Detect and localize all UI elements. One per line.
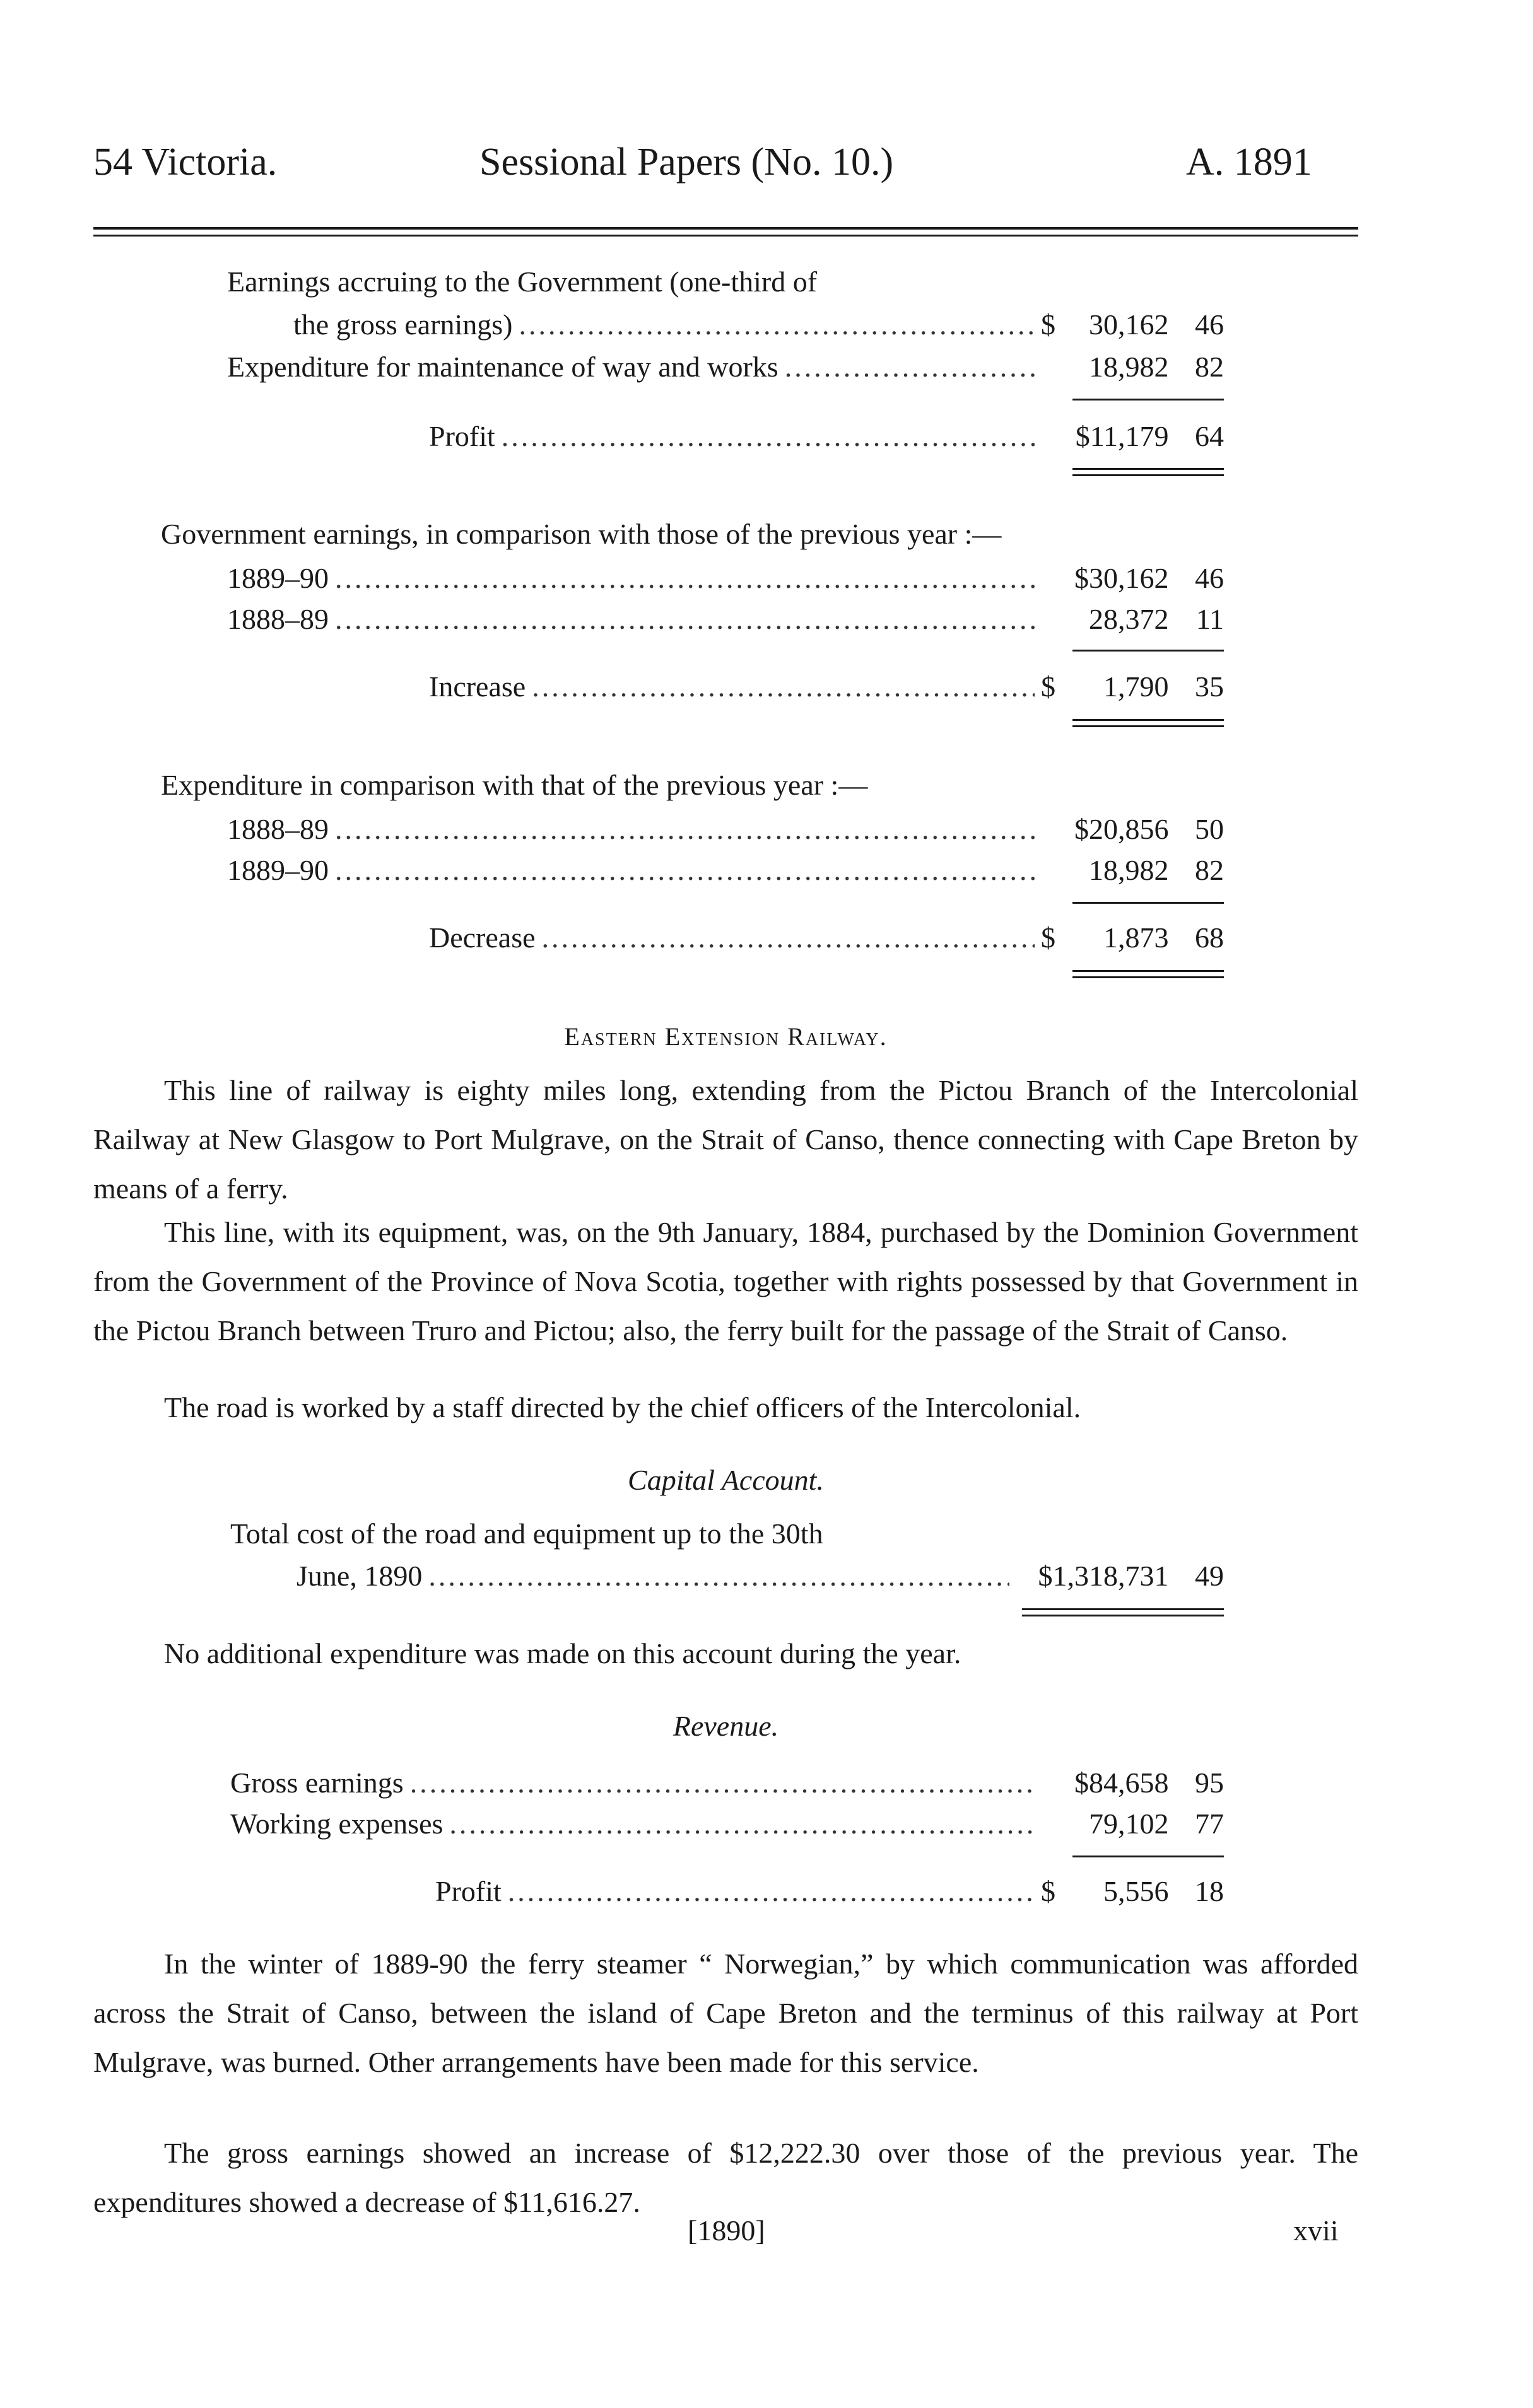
capital-line-b: June, 1890 ..... <box>297 1559 1016 1593</box>
maintenance-line: Expenditure for maintenance of way and works ..... <box>227 350 1041 383</box>
earnings-amount: $ 30,162 46 <box>1041 308 1224 341</box>
total-rule-2 <box>1072 725 1224 727</box>
expenditure-comparison-intro: Expenditure in comparison with that of the previous year :— <box>161 769 868 801</box>
expenditure-row-2-amount: 18,982 82 <box>1089 854 1224 886</box>
earnings-row-2: 1888–89 ..... <box>227 602 1041 636</box>
expenditure-row-1: 1888–89 ..... <box>227 812 1041 846</box>
earnings-comparison-intro: Government earnings, in comparison with those of the previous year :— <box>161 518 1002 550</box>
footer-year: [1890] <box>688 2214 765 2247</box>
earnings-row-2-amount: 28,372 11 <box>1089 603 1224 635</box>
section-heading-revenue: Revenue. <box>673 1710 779 1742</box>
earnings-row-1: 1889–90 ..... <box>227 561 1041 595</box>
total-rule-2 <box>1072 474 1224 476</box>
decrease-line: Decrease ..... <box>429 921 1041 954</box>
revenue-row-2: Working expenses ..... <box>230 1807 1041 1840</box>
section-heading-eastern-extension: Eastern Extension Railway. <box>564 1022 888 1051</box>
revenue-profit-line: Profit ..... <box>435 1874 1041 1908</box>
header-center: Sessional Papers (No. 10.) <box>479 141 894 184</box>
header-rule-bottom <box>93 235 1358 237</box>
section-heading-capital-account: Capital Account. <box>628 1464 824 1496</box>
revenue-row-2-amount: 79,102 77 <box>1089 1808 1224 1840</box>
maintenance-amount: 18,982 82 <box>1089 351 1224 383</box>
expenditure-row-1-amount: $20,856 50 <box>1074 813 1224 845</box>
revenue-profit-amount: $ 5,556 18 <box>1041 1875 1224 1907</box>
earnings-row-1-amount: $30,162 46 <box>1074 562 1224 594</box>
revenue-row-1-amount: $84,658 95 <box>1074 1767 1224 1799</box>
capital-note: No additional expenditure was made on this account during the year. <box>164 1637 961 1669</box>
increase-amount: $ 1,790 35 <box>1041 670 1224 703</box>
sum-rule <box>1072 650 1224 652</box>
total-rule-1 <box>1072 719 1224 721</box>
capital-amount: $1,318,731 49 <box>1038 1560 1224 1592</box>
earnings-line-1b: the gross earnings) ..... <box>293 308 1041 341</box>
page-number: xvii <box>1293 2214 1339 2247</box>
profit-line: Profit ..... <box>429 419 1041 453</box>
sum-rule <box>1072 399 1224 400</box>
earnings-line-1a: Earnings accruing to the Government (one-third of <box>227 266 818 298</box>
eastern-paragraph-3: The road is worked by a staff directed by the chief officers of the Intercolonial. <box>164 1391 1081 1423</box>
revenue-row-1: Gross earnings ..... <box>230 1766 1041 1799</box>
total-rule-2 <box>1072 976 1224 978</box>
total-rule-1 <box>1072 970 1224 972</box>
capital-line-a: Total cost of the road and equipment up to the 30th <box>230 1517 823 1550</box>
profit-amount: $11,179 64 <box>1075 420 1224 452</box>
increase-line: Increase ..... <box>429 670 1041 703</box>
eastern-paragraph-2: This line, with its equipment, was, on the 9th January, 1884, purchased by the Dominion Government from the Government of the Province of Nova Scotia, together with rights possessed by that Government in the Pictou Branch between Truro and Pictou; also, the ferry built for the passage of the Strait of Canso. <box>93 1216 1358 1347</box>
eastern-paragraph-1: This line of railway is eighty miles long, extending from the Pictou Branch of the Intercolonial Railway at New Glasgow to Port Mulgrave, on the Strait of Canso, thence connecting with Cape Breton by means of a ferry. <box>93 1074 1358 1205</box>
total-rule-2 <box>1022 1615 1224 1616</box>
decrease-amount: $ 1,873 68 <box>1041 921 1224 954</box>
header-rule-top <box>93 227 1358 230</box>
total-rule-1 <box>1072 468 1224 470</box>
closing-paragraph-1: In the winter of 1889-90 the ferry steamer “ Norwegian,” by which communication was afforded across the Strait of Canso, between the island of Cape Breton and the terminus of this railway at Port Mulgrave, was burned. Other arrangements have been made for this service. <box>93 1948 1358 2078</box>
header-left: 54 Victoria. <box>93 141 278 184</box>
total-rule-1 <box>1022 1608 1224 1610</box>
expenditure-row-2: 1889–90 ..... <box>227 853 1041 887</box>
closing-paragraph-2: The gross earnings showed an increase of $12,222.30 over those of the previous year. The expenditures showed a decrease of $11,616.27. <box>93 2137 1358 2218</box>
sum-rule <box>1072 1856 1224 1857</box>
header-right: A. 1891 <box>1186 141 1312 184</box>
sum-rule <box>1072 902 1224 904</box>
